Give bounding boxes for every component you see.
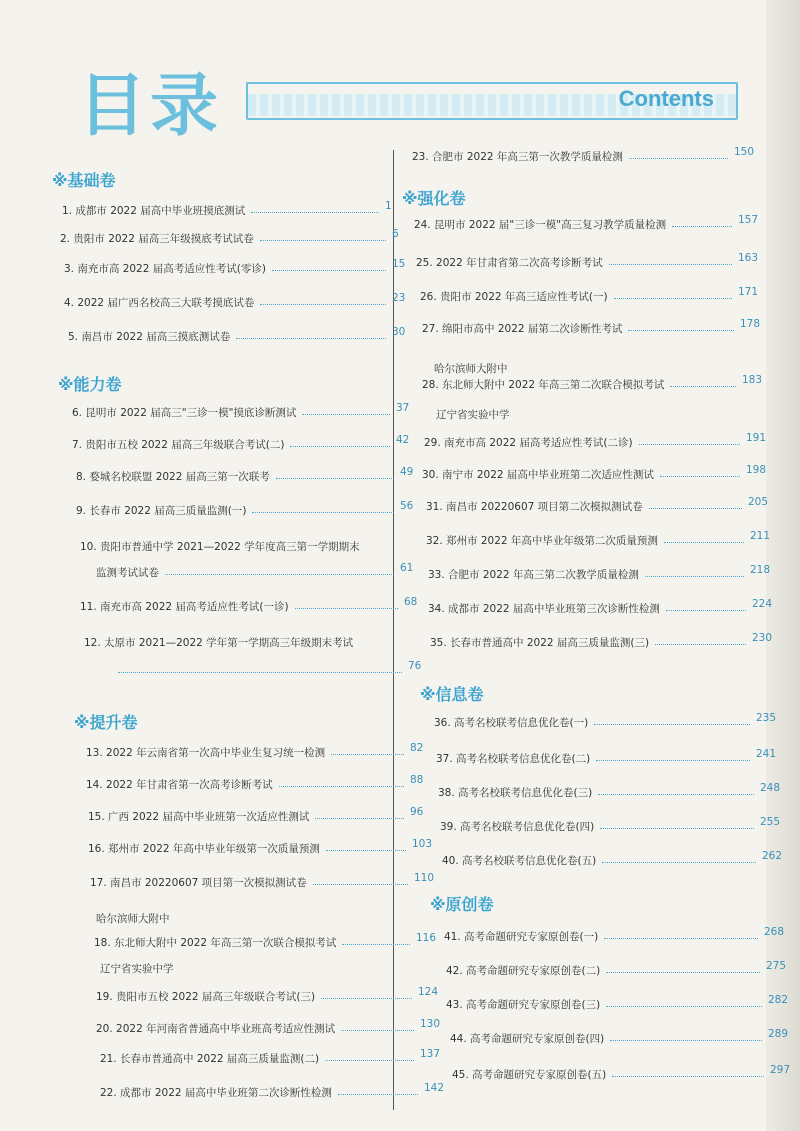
entry-title: 32. 郑州市 2022 年高中毕业年级第二次质量预测 [426, 535, 658, 547]
page-number: 230 [752, 632, 773, 644]
toc-entry [434, 362, 508, 376]
dot-leader [600, 827, 754, 829]
toc-entry [68, 330, 230, 344]
toc-entry [96, 1022, 335, 1036]
dot-leader [594, 723, 750, 725]
section-heading-info: ※信息卷 [420, 685, 484, 704]
toc-entry [94, 936, 336, 950]
entry-title: 10. 贵阳市普通中学 2021—2022 学年度高三第一学期期末 [80, 541, 360, 553]
entry-title: 45. 高考命题研究专家原创卷(五) [452, 1069, 607, 1081]
toc-entry [438, 786, 592, 800]
entry-title: 36. 高考名校联考信息优化卷(一) [434, 717, 589, 729]
entry-title: 18. 东北师大附中 2022 年高三第一次联合模拟考试 [94, 937, 337, 949]
dot-leader [252, 511, 394, 513]
toc-entry [76, 504, 246, 518]
entry-title: 哈尔滨师大附中 [96, 913, 170, 925]
entry-title: 29. 南充市高 2022 届高考适应性考试(二诊) [424, 437, 633, 449]
page-number: 30 [392, 326, 406, 338]
entry-title: 20. 2022 年河南省普通高中毕业班高考适应性测试 [96, 1023, 336, 1035]
page-number: 248 [760, 782, 781, 794]
dot-leader [341, 1029, 414, 1031]
toc-entry [420, 290, 608, 304]
toc-entry [440, 820, 594, 834]
dot-leader [338, 1093, 418, 1095]
page-number: 49 [400, 466, 414, 478]
dot-leader [660, 475, 740, 477]
toc-entry [84, 636, 353, 650]
entry-title: 42. 高考命题研究专家原创卷(二) [446, 965, 601, 977]
page-number: 68 [404, 596, 418, 608]
toc-entry [62, 204, 245, 218]
toc-entry [80, 600, 289, 614]
dot-leader [649, 507, 742, 509]
page-number: 23 [392, 292, 406, 304]
dot-leader [604, 937, 758, 939]
page-number: 103 [412, 838, 433, 850]
page-number: 96 [410, 806, 424, 818]
entry-title: 监测考试试卷 [96, 567, 159, 579]
toc-entry [430, 636, 649, 650]
page-number: 205 [748, 496, 769, 508]
dot-leader [598, 793, 754, 795]
toc-entry [426, 534, 658, 548]
entry-title: 11. 南充市高 2022 届高考适应性考试(一诊) [80, 601, 289, 613]
dot-leader [251, 211, 379, 213]
entry-title: 40. 高考名校联考信息优化卷(五) [442, 855, 597, 867]
entry-title: 31. 南昌市 20220607 项目第二次模拟测试卷 [426, 501, 643, 513]
dot-leader [272, 269, 386, 271]
toc-entry [412, 150, 623, 164]
dot-leader [610, 1039, 762, 1041]
dot-leader [260, 303, 386, 305]
entry-title: 39. 高考名校联考信息优化卷(四) [440, 821, 595, 833]
page-number: 82 [410, 742, 424, 754]
dot-leader [295, 607, 398, 609]
toc-entry [88, 842, 320, 856]
entry-title: 9. 长春市 2022 届高三质量监测(一) [76, 505, 247, 517]
toc-entry [450, 1032, 604, 1046]
dot-leader [672, 225, 732, 227]
entry-title: 辽宁省实验中学 [100, 963, 174, 975]
toc-entry [434, 716, 588, 730]
dot-leader [290, 445, 390, 447]
toc-entry [426, 500, 643, 514]
entry-title: 17. 南昌市 20220607 项目第一次模拟测试卷 [90, 877, 307, 889]
toc-entry [416, 256, 603, 270]
page-number: 241 [756, 748, 777, 760]
entry-title: 38. 高考名校联考信息优化卷(三) [438, 787, 593, 799]
section-heading-ability: ※能力卷 [58, 375, 122, 394]
toc-entry [96, 912, 170, 926]
page-number: 1 [385, 200, 392, 212]
page-number: 218 [750, 564, 771, 576]
dot-leader [260, 239, 386, 241]
dot-leader [606, 1005, 762, 1007]
dot-leader [664, 541, 744, 543]
toc-entry [60, 232, 254, 246]
page-number: 224 [752, 598, 773, 610]
page-number: 171 [738, 286, 759, 298]
toc-entry [436, 408, 510, 422]
entry-title: 4. 2022 届广西名校高三大联考摸底试卷 [64, 297, 255, 309]
section-heading-strengthen: ※强化卷 [402, 189, 466, 208]
page-number: 124 [418, 986, 439, 998]
entry-title: 41. 高考命题研究专家原创卷(一) [444, 931, 599, 943]
toc-entry [100, 1052, 319, 1066]
page-number: 198 [746, 464, 767, 476]
page-number: 142 [424, 1082, 445, 1094]
page-number: 275 [766, 960, 787, 972]
page-number: 110 [414, 872, 435, 884]
dot-leader [602, 861, 756, 863]
page-number: 163 [738, 252, 759, 264]
dot-leader [645, 575, 744, 577]
dot-leader [326, 849, 406, 851]
entry-title: 37. 高考名校联考信息优化卷(二) [436, 753, 591, 765]
section-heading-original: ※原创卷 [430, 895, 494, 914]
toc-entry [444, 930, 598, 944]
toc-entry [90, 876, 307, 890]
toc-entry [100, 962, 174, 976]
toc-entry [96, 566, 159, 580]
dot-leader [118, 671, 402, 673]
page-number: 150 [734, 146, 755, 158]
toc-entry [96, 990, 315, 1004]
page-number: 37 [396, 402, 410, 414]
entry-title: 5. 南昌市 2022 届高三摸底测试卷 [68, 331, 231, 343]
page-number: 235 [756, 712, 777, 724]
entry-title: 35. 长春市普通高中 2022 届高三质量监测(三) [430, 637, 650, 649]
entry-title: 7. 贵阳市五校 2022 届高三年级联合考试(二) [72, 439, 285, 451]
toc-entry [76, 470, 270, 484]
dot-leader [629, 157, 728, 159]
page-number: 211 [750, 530, 771, 542]
toc-entry [88, 810, 309, 824]
toc-entry [72, 406, 296, 420]
toc-entry [422, 322, 622, 336]
dot-leader [279, 785, 404, 787]
toc-entry [452, 1068, 606, 1082]
page-number: 56 [400, 500, 414, 512]
page-number: 157 [738, 214, 759, 226]
toc-entry [86, 778, 273, 792]
page-number: 255 [760, 816, 781, 828]
toc-entry [422, 378, 664, 392]
section-heading-advanced: ※提升卷 [74, 713, 138, 732]
entry-title: 3. 南充市高 2022 届高考适应性考试(零诊) [64, 263, 266, 275]
dot-leader [236, 337, 386, 339]
toc-entry [422, 468, 654, 482]
entry-title: 22. 成都市 2022 届高中毕业班第二次诊断性检测 [100, 1087, 332, 1099]
entry-title: 26. 贵阳市 2022 年高三适应性考试(一) [420, 291, 608, 303]
toc-entry [86, 746, 325, 760]
toc-entry [442, 854, 596, 868]
page-number: 61 [400, 562, 414, 574]
entry-title: 辽宁省实验中学 [436, 409, 510, 421]
dot-leader [670, 385, 736, 387]
dot-leader [313, 883, 408, 885]
section-heading-basic: ※基础卷 [52, 171, 116, 190]
dot-leader [321, 997, 412, 999]
dot-leader [325, 1059, 414, 1061]
page-number: 6 [392, 228, 399, 240]
toc-entry [446, 964, 600, 978]
dot-leader [606, 971, 760, 973]
toc-entry [428, 602, 660, 616]
page-number: 15 [392, 258, 406, 270]
entry-title: 14. 2022 年甘肃省第一次高考诊断考试 [86, 779, 273, 791]
page-number: 130 [420, 1018, 441, 1030]
dot-leader [165, 573, 394, 575]
toc-entry [64, 262, 266, 276]
entry-title: 34. 成都市 2022 届高中毕业班第三次诊断性检测 [428, 603, 660, 615]
page-number: 178 [740, 318, 761, 330]
toc-entry [64, 296, 254, 310]
toc-entry [72, 438, 284, 452]
entry-title: 19. 贵阳市五校 2022 届高三年级联合考试(三) [96, 991, 316, 1003]
entry-title: 哈尔滨师大附中 [434, 363, 508, 375]
dot-leader [655, 643, 746, 645]
dot-leader [596, 759, 750, 761]
page-number: 262 [762, 850, 783, 862]
dot-leader [609, 263, 732, 265]
entry-title: 1. 成都市 2022 届高中毕业班摸底测试 [62, 205, 246, 217]
page-number: 289 [768, 1028, 789, 1040]
entry-title: 30. 南宁市 2022 届高中毕业班第二次适应性测试 [422, 469, 654, 481]
page-number: 116 [416, 932, 437, 944]
toc-entry [428, 568, 639, 582]
toc-entry [424, 436, 633, 450]
entry-title: 44. 高考命题研究专家原创卷(四) [450, 1033, 605, 1045]
page-number: 76 [408, 660, 422, 672]
entry-title: 13. 2022 年云南省第一次高中毕业生复习统一检测 [86, 747, 326, 759]
page-number: 183 [742, 374, 763, 386]
dot-leader [628, 329, 734, 331]
entry-title: 25. 2022 年甘肃省第二次高考诊断考试 [416, 257, 603, 269]
entry-title: 28. 东北师大附中 2022 年高三第二次联合模拟考试 [422, 379, 665, 391]
toc-entry [414, 218, 666, 232]
page-number: 268 [764, 926, 785, 938]
page-number: 88 [410, 774, 424, 786]
entry-title: 23. 合肥市 2022 年高三第一次教学质量检测 [412, 151, 623, 163]
toc-entry [80, 540, 360, 554]
entry-title: 43. 高考命题研究专家原创卷(三) [446, 999, 601, 1011]
dot-leader [342, 943, 410, 945]
entry-title: 16. 郑州市 2022 年高中毕业年级第一次质量预测 [88, 843, 320, 855]
toc-entry [436, 752, 590, 766]
dot-leader [302, 413, 390, 415]
entry-title: 24. 昆明市 2022 届"三诊一模"高三复习教学质量检测 [414, 219, 667, 231]
page-number: 282 [768, 994, 789, 1006]
page-number: 42 [396, 434, 410, 446]
page-number: 191 [746, 432, 767, 444]
dot-leader [276, 477, 394, 479]
toc-entry [446, 998, 600, 1012]
dot-leader [639, 443, 740, 445]
contents-banner [246, 82, 738, 120]
dot-leader [612, 1075, 764, 1077]
dot-leader [614, 297, 732, 299]
page-title: 目录 [78, 67, 223, 146]
entry-title: 2. 贵阳市 2022 届高三年级摸底考试试卷 [60, 233, 254, 245]
dot-leader [331, 753, 404, 755]
toc-entry [100, 1086, 332, 1100]
dot-leader [666, 609, 746, 611]
page-number: 137 [420, 1048, 441, 1060]
entry-title: 27. 绵阳市高中 2022 届第二次诊断性考试 [422, 323, 623, 335]
entry-title: 21. 长春市普通高中 2022 届高三质量监测(二) [100, 1053, 320, 1065]
entry-title: 6. 昆明市 2022 届高三"三诊一模"摸底诊断测试 [72, 407, 297, 419]
dot-leader [315, 817, 404, 819]
page-number: 297 [770, 1064, 791, 1076]
contents-label: Contents [618, 86, 714, 111]
entry-title: 15. 广西 2022 届高中毕业班第一次适应性测试 [88, 811, 310, 823]
entry-title: 33. 合肥市 2022 年高三第二次教学质量检测 [428, 569, 639, 581]
entry-title: 12. 太原市 2021—2022 学年第一学期高三年级期末考试 [84, 637, 354, 649]
entry-title: 8. 婺城名校联盟 2022 届高三第一次联考 [76, 471, 270, 483]
